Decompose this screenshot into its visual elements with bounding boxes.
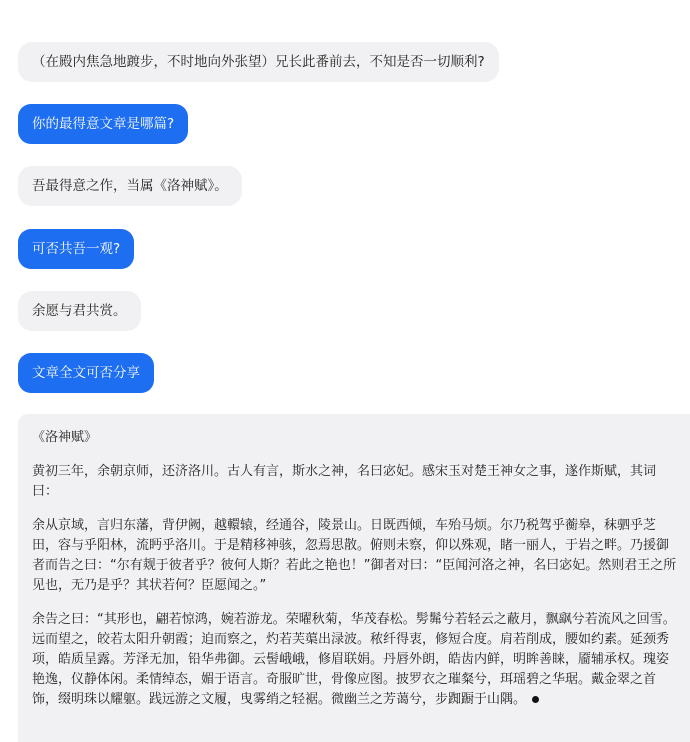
- assistant-message-3: 余愿与君共赏。: [18, 291, 141, 331]
- assistant-poem-message: [18, 414, 690, 742]
- poem-paragraph-2: 余从京域，言归东藩，背伊阙，越轘辕，经通谷，陵景山。日既西倾，车殆马烦。尔乃税驾乎蘅皋，秣驷乎芝田，容与乎阳林，流眄乎洛川。于是精移神骇，忽焉思散。俯则未察，仰以殊观，睹一丽人，于岩之畔。乃援御者而告之曰：“尔有觌于彼者乎？彼何人斯？若此之艳也！”御者对曰：“臣闻河洛之神，名曰宓妃。然则君王之所见也，无乃是乎？其状若何？臣愿闻之。”: [32, 518, 677, 593]
- user-message-1: 你的最得意文章是哪篇?: [18, 104, 188, 144]
- assistant-message-1: （在殿内焦急地踱步，不时地向外张望）兄长此番前去，不知是否一切顺利?: [18, 42, 499, 82]
- poem-paragraph-1: 黄初三年，余朝京师，还济洛川。古人有言，斯水之神，名曰宓妃。感宋玉对楚王神女之事，遂作斯赋，其词曰：: [32, 464, 657, 499]
- assistant-message-2: 吾最得意之作，当属《洛神赋》。: [18, 166, 242, 206]
- poem-title: 《洛神赋》: [32, 430, 98, 445]
- user-message-2: 可否共吾一观?: [18, 229, 134, 269]
- user-message-3: 文章全文可否分享: [18, 353, 154, 393]
- typing-cursor-icon: [532, 696, 539, 703]
- poem-paragraph-3: [32, 610, 680, 710]
- poem-paragraph-3-text: 余告之曰：“其形也，翩若惊鸿，婉若游龙。荣曜秋菊，华茂春松。髣髴兮若轻云之蔽月，飘飖兮若流风之回雪。远而望之，皎若太阳升朝霞；迫而察之，灼若芙蕖出渌波。秾纤得衷，修短合度。肩若削成，腰如约素。延颈秀项，皓质呈露。芳泽无加，铅华弗御。云髻峨峨，修眉联娟。丹唇外朗，皓齿内鲜，明眸善睐，靥辅承权。瑰姿艳逸，仪静体闲。柔情绰态，媚于语言。奇服旷世，骨像应图。披罗衣之璀粲兮，珥瑶碧之华琚。戴金翠之首饰，缀明珠以耀躯。践远游之文履，曳雾绡之轻裾。微幽兰之芳蔼兮，步踟蹰于山隅。: [32, 612, 676, 707]
